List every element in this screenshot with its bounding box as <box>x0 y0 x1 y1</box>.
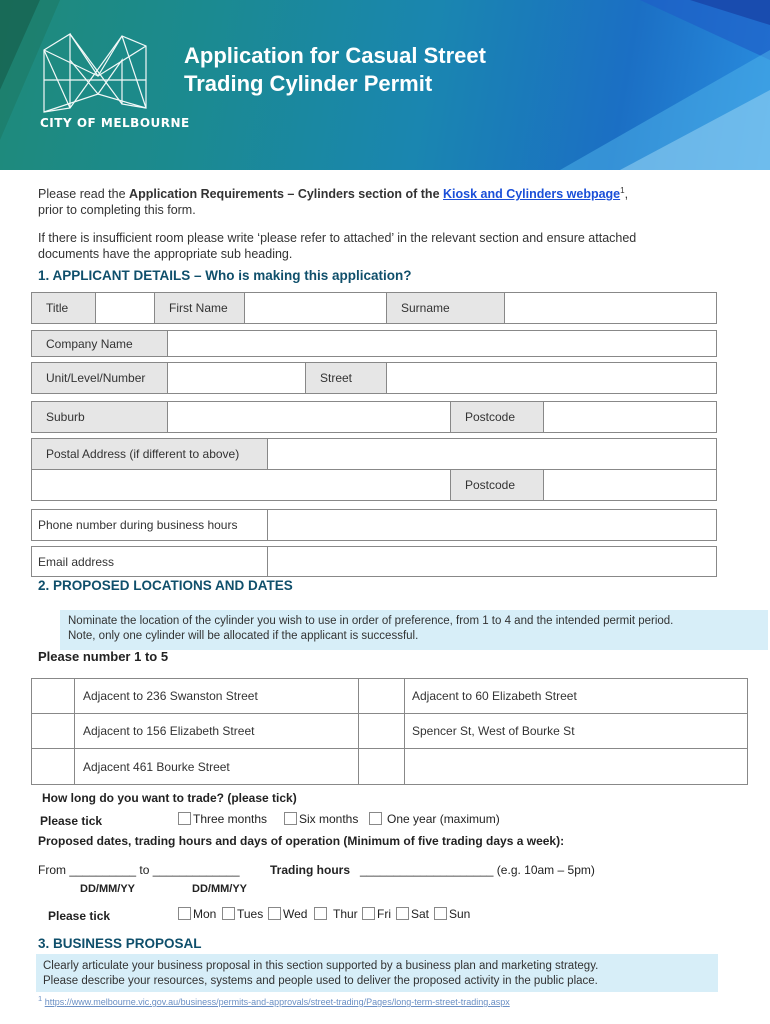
first-name-field[interactable] <box>244 292 387 324</box>
title-field[interactable] <box>95 292 155 324</box>
loc4-rank-field[interactable] <box>358 713 405 749</box>
mon-label: Mon <box>193 907 217 921</box>
unit-label: Unit/Level/Number <box>31 362 168 394</box>
day-wed[interactable] <box>268 907 307 921</box>
six-months-label: Six months <box>299 812 359 826</box>
intro-paragraph-1 <box>38 183 628 218</box>
empty-location-cell <box>404 748 748 785</box>
three-months-label: Three months <box>193 812 268 826</box>
email-label: Email address <box>31 546 268 577</box>
company-name-field[interactable] <box>167 330 717 357</box>
trading-hours-field[interactable]: ____________________ (e.g. 10am – 5pm) <box>360 863 595 877</box>
fri-checkbox[interactable] <box>362 907 375 920</box>
phone-label: Phone number during business hours <box>31 509 268 541</box>
how-long-question: How long do you want to trade? (please tick) <box>42 791 297 805</box>
kiosk-cylinders-link[interactable]: Kiosk and Cylinders webpage <box>443 187 621 202</box>
section-3-heading: 3. BUSINESS PROPOSAL <box>38 936 202 951</box>
footnote <box>38 994 510 1007</box>
from-to-fields[interactable]: From __________ to _____________ <box>38 863 240 877</box>
phone-field[interactable] <box>267 509 717 541</box>
postal-address-label: Postal Address (if different to above) <box>31 438 268 470</box>
footnote-ref: 1 <box>620 186 625 195</box>
intro-text: Please read the <box>38 187 130 202</box>
city-of-melbourne-logo <box>40 30 150 130</box>
locations-note <box>60 610 768 650</box>
title-line-1: Application for Casual Street <box>184 43 486 68</box>
postal-postcode-field[interactable] <box>543 469 717 501</box>
sun-checkbox[interactable] <box>434 907 447 920</box>
locations-note-line-1: Nominate the location of the cylinder you wish to use in order of preference, from 1 to 4 and the intended permit period. <box>68 615 674 627</box>
loc3-rank-field[interactable] <box>31 713 75 749</box>
section-2-heading: 2. PROPOSED LOCATIONS AND DATES <box>38 578 293 593</box>
suburb-label: Suburb <box>31 401 168 433</box>
intro-p2-line-2: documents have the appropriate sub heading. <box>38 247 293 261</box>
email-field[interactable] <box>267 546 717 577</box>
day-sat[interactable] <box>396 907 429 921</box>
fri-label: Fri <box>377 907 391 921</box>
postcode-field[interactable] <box>543 401 717 433</box>
three-months-option[interactable] <box>178 812 267 826</box>
one-year-checkbox[interactable] <box>369 812 382 825</box>
title-line-2: Trading Cylinder Permit <box>184 71 433 96</box>
logo-text: CITY OF MELBOURNE <box>40 116 190 130</box>
loc5-label: Adjacent 461 Bourke Street <box>74 748 359 785</box>
empty-rank-cell <box>358 748 405 785</box>
suburb-field[interactable] <box>167 401 451 433</box>
day-tues[interactable] <box>222 907 263 921</box>
day-thur[interactable] <box>314 907 358 921</box>
sat-checkbox[interactable] <box>396 907 409 920</box>
one-year-label: One year (maximum) <box>387 812 500 826</box>
mon-checkbox[interactable] <box>178 907 191 920</box>
from-date-format: DD/MM/YY <box>80 883 135 895</box>
thur-checkbox[interactable] <box>314 907 327 920</box>
business-proposal-note <box>36 954 718 992</box>
locations-note-line-2: Note, only one cylinder will be allocated if the applicant is successful. <box>68 630 419 642</box>
proposed-dates-heading: Proposed dates, trading hours and days of operation (Minimum of five trading days a week): <box>38 834 565 848</box>
loc4-label: Spencer St, West of Bourke St <box>404 713 748 749</box>
surname-field[interactable] <box>504 292 717 324</box>
header-banner <box>0 0 770 170</box>
number-heading: Please number 1 to 5 <box>38 649 169 664</box>
trading-hours-label: Trading hours <box>270 863 351 877</box>
tues-checkbox[interactable] <box>222 907 235 920</box>
first-name-label: First Name <box>154 292 245 324</box>
six-months-checkbox[interactable] <box>284 812 297 825</box>
day-sun[interactable] <box>434 907 470 921</box>
business-note-line-1: Clearly articulate your business proposal in this section supported by a business plan and marketing strategy. <box>43 960 599 972</box>
section-1-heading: 1. APPLICANT DETAILS – Who is making this application? <box>38 268 412 283</box>
please-tick-days-label: Please tick <box>48 909 111 923</box>
postcode-label: Postcode <box>450 401 544 433</box>
street-field[interactable] <box>386 362 717 394</box>
surname-label: Surname <box>386 292 505 324</box>
loc1-label: Adjacent to 236 Swanston Street <box>74 678 359 714</box>
title-label: Title <box>31 292 96 324</box>
day-mon[interactable] <box>178 907 216 921</box>
tues-label: Tues <box>237 907 264 921</box>
three-months-checkbox[interactable] <box>178 812 191 825</box>
footnote-number: 1 <box>38 994 43 1003</box>
to-date-format: DD/MM/YY <box>192 883 247 895</box>
loc5-rank-field[interactable] <box>31 748 75 785</box>
day-fri[interactable] <box>362 907 391 921</box>
wed-checkbox[interactable] <box>268 907 281 920</box>
loc2-label: Adjacent to 60 Elizabeth Street <box>404 678 748 714</box>
intro-paragraph-2 <box>38 230 636 262</box>
postal-address-field-2[interactable] <box>31 469 451 501</box>
unit-field[interactable] <box>167 362 306 394</box>
page-title <box>184 42 486 98</box>
wed-label: Wed <box>283 907 308 921</box>
six-months-option[interactable] <box>284 812 358 826</box>
street-label: Street <box>305 362 387 394</box>
one-year-option[interactable] <box>369 812 500 826</box>
loc2-rank-field[interactable] <box>358 678 405 714</box>
intro-comma: , <box>624 187 629 202</box>
intro-line-2: prior to completing this form. <box>38 203 196 218</box>
intro-bold-text: Application Requirements – Cylinders section of the <box>129 187 443 202</box>
thur-label: Thur <box>333 907 358 921</box>
business-note-line-2: Please describe your resources, systems and people used to deliver the proposed activity in the public place. <box>43 975 598 987</box>
footnote-url-link[interactable]: https://www.melbourne.vic.gov.au/business/permits-and-approvals/street-trading/Pages/long-term-street-trading.aspx <box>44 997 510 1007</box>
please-tick-label: Please tick <box>40 814 103 828</box>
intro-p2-line-1: If there is insufficient room please write ‘please refer to attached’ in the relevant section and ensure attached <box>38 231 637 245</box>
sat-label: Sat <box>411 907 430 921</box>
postal-address-field-1[interactable] <box>267 438 717 470</box>
company-name-label: Company Name <box>31 330 168 357</box>
sun-label: Sun <box>449 907 471 921</box>
loc1-rank-field[interactable] <box>31 678 75 714</box>
postal-postcode-label: Postcode <box>450 469 544 501</box>
loc3-label: Adjacent to 156 Elizabeth Street <box>74 713 359 749</box>
